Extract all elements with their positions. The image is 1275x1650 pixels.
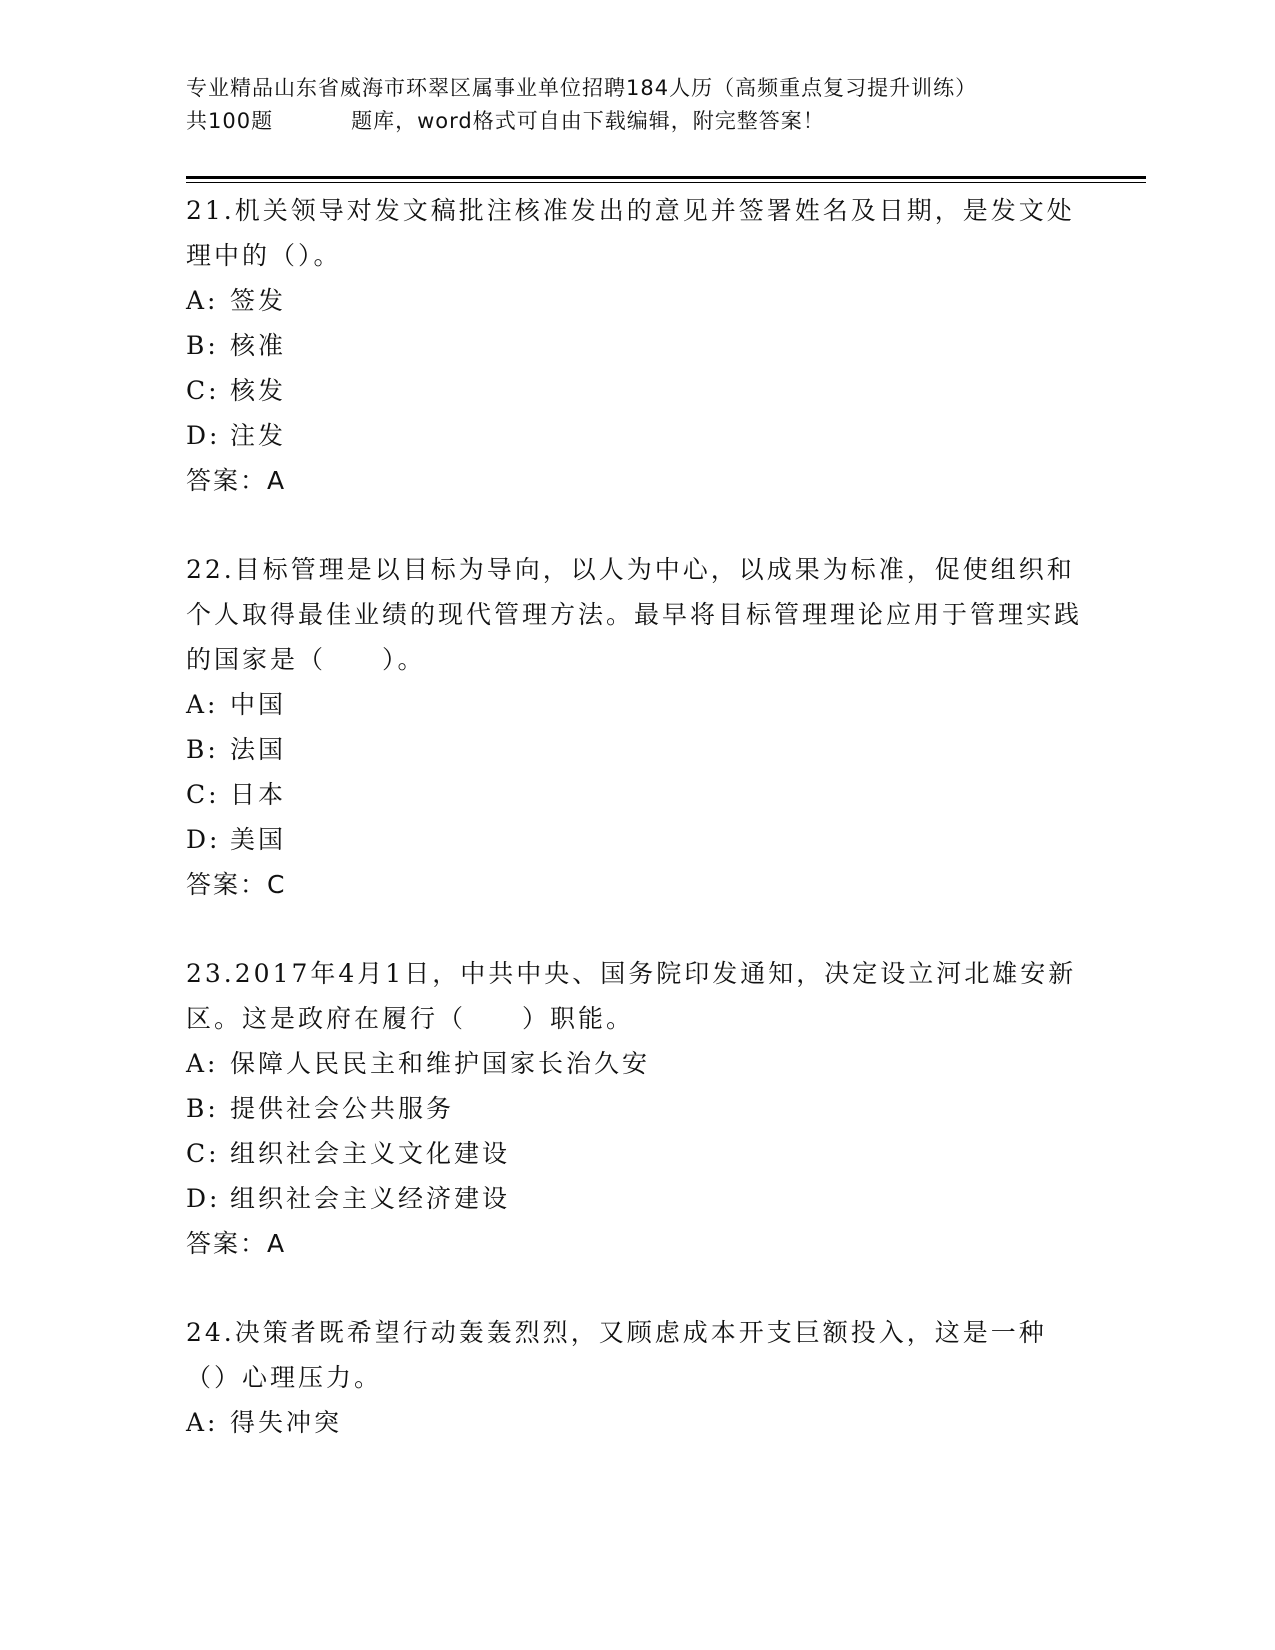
question-stem: 21.机关领导对发文稿批注核准发出的意见并签署姓名及日期，是发文处理中的（）。 [186,196,1075,270]
option-a: A: 保障人民民主和维护国家长治久安 [186,1049,651,1078]
option-d: D: 美国 [186,825,287,854]
option-b: B: 提供社会公共服务 [186,1094,455,1123]
document-header [186,72,1086,138]
option-c: C: 日本 [186,780,287,809]
header-subtitle-line [186,105,1086,138]
answer-line: 答案：C [186,870,287,899]
option-c: C: 核发 [186,376,287,405]
answer-line: 答案：A [186,1229,287,1258]
option-a: A: 得失冲突 [186,1408,343,1437]
option-d: D: 注发 [186,421,287,450]
question-22 [186,547,1086,907]
header-divider-thin [186,182,1146,183]
option-c: C: 组织社会主义文化建设 [186,1139,511,1168]
question-stem: 24.决策者既希望行动轰轰烈烈，又顾虑成本开支巨额投入，这是一种（）心理压力。 [186,1318,1047,1392]
answer-line: 答案：A [186,466,287,495]
option-a: A: 签发 [186,286,287,315]
question-23 [186,951,1086,1266]
question-21 [186,188,1086,503]
option-d: D: 组织社会主义经济建设 [186,1184,511,1213]
question-list [186,188,1086,1489]
option-b: B: 核准 [186,331,287,360]
header-title-line: 专业精品山东省威海市环翠区属事业单位招聘184人历（高频重点复习提升训练） [186,76,978,100]
option-a: A: 中国 [186,690,287,719]
header-description: 题库，word格式可自由下载编辑，附完整答案！ [351,109,825,133]
question-stem: 23.2017年4月1日，中共中央、国务院印发通知，决定设立河北雄安新区。这是政府在履行（ ）职能。 [186,959,1077,1033]
header-divider-thick [186,176,1146,179]
option-b: B: 法国 [186,735,287,764]
question-stem: 22.目标管理是以目标为导向，以人为中心，以成果为标准，促使组织和个人取得最佳业绩的现代管理方法。最早将目标管理理论应用于管理实践的国家是（ ）。 [186,555,1083,674]
header-question-count: 共100题 [186,109,274,133]
question-24 [186,1310,1086,1445]
